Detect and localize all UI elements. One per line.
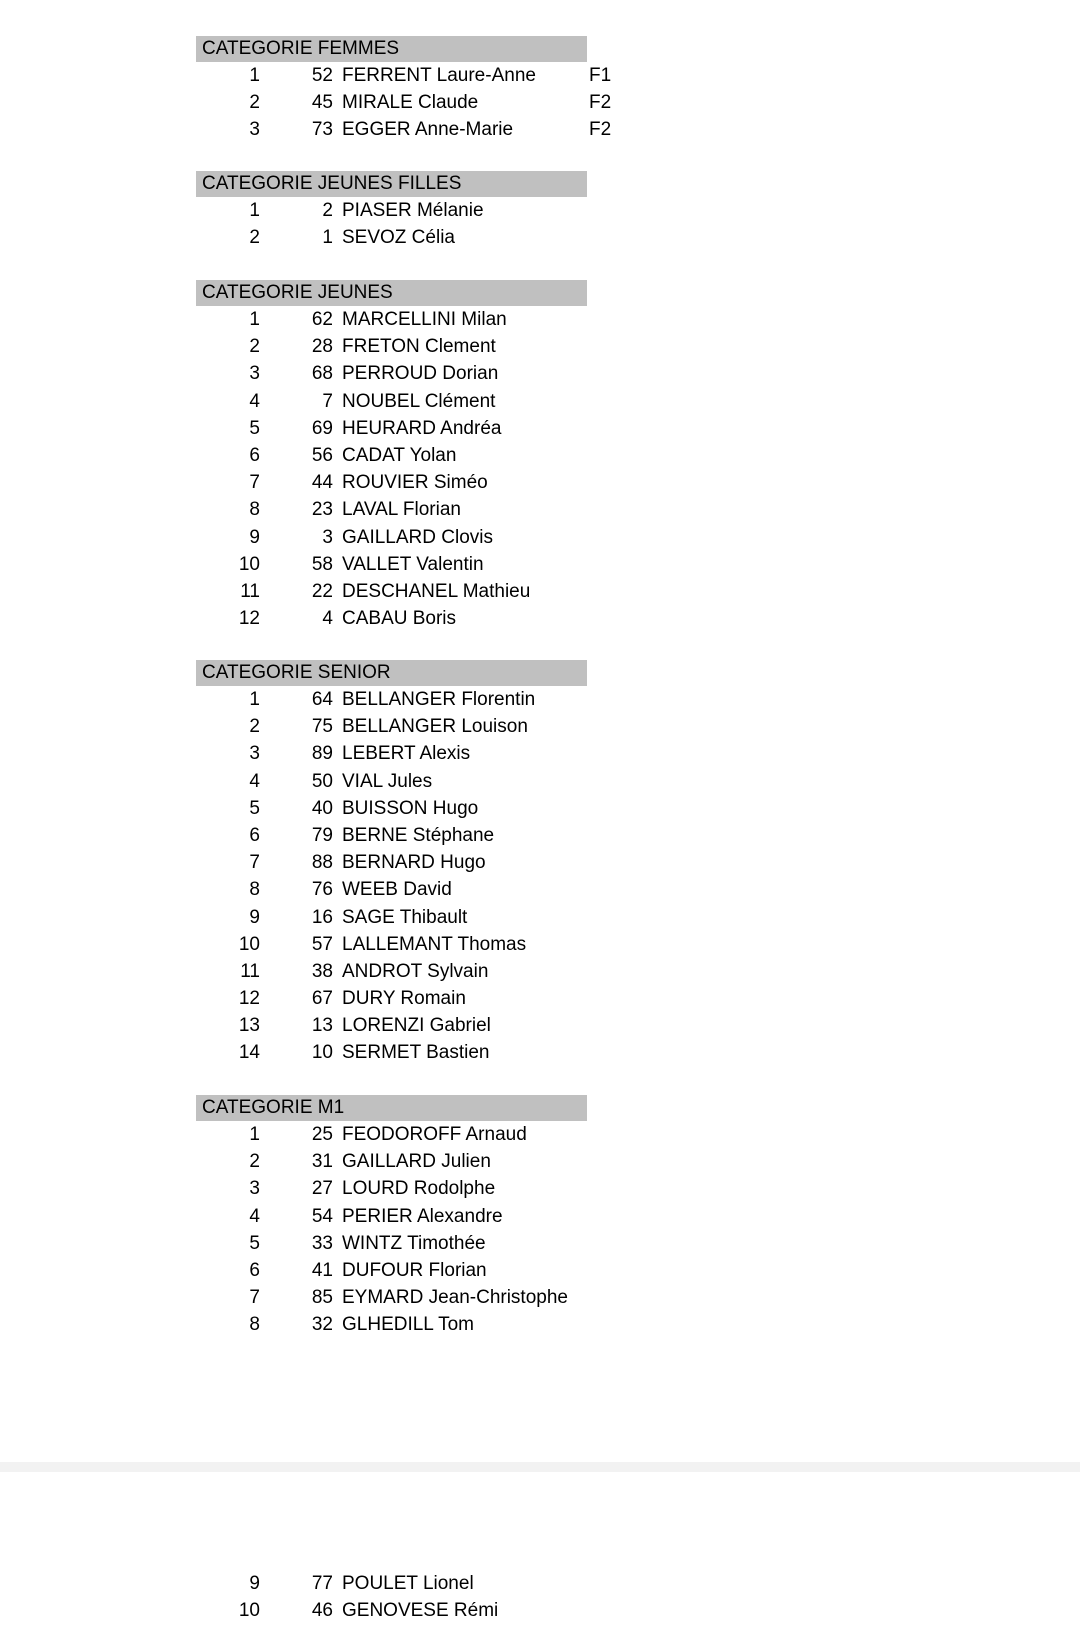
competitor-name: ROUVIER Siméo — [342, 472, 488, 494]
bib-number: 77 — [311, 1573, 333, 1594]
competitor-name: GAILLARD Julien — [342, 1151, 491, 1173]
rank: 11 — [240, 960, 260, 982]
bib-number: 38 — [311, 960, 333, 982]
result-row — [0, 116, 1080, 143]
category-m1-continued — [0, 1570, 1080, 1624]
bib-number: 40 — [311, 797, 333, 819]
result-row — [0, 306, 1080, 333]
competitor-name: DESCHANEL Mathieu — [342, 580, 531, 602]
rank: 4 — [249, 390, 260, 412]
result-row — [0, 496, 1080, 523]
bib-number: 46 — [311, 1600, 333, 1622]
rank: 2 — [249, 92, 260, 114]
bib-number: 32 — [311, 1314, 333, 1336]
result-row — [0, 1311, 1080, 1338]
competitor-name: BELLANGER Florentin — [342, 689, 536, 710]
page-separator — [0, 1462, 1080, 1472]
rank: 7 — [249, 1287, 260, 1309]
rank: 7 — [249, 852, 260, 874]
result-row — [0, 415, 1080, 442]
rank: 9 — [249, 526, 260, 548]
category-header: CATEGORIE FEMMES — [196, 36, 587, 62]
competitor-name: GLHEDILL Tom — [342, 1314, 474, 1336]
result-row — [0, 1121, 1080, 1148]
competitor-name: VALLET Valentin — [342, 553, 484, 575]
result-row — [0, 713, 1080, 740]
bib-number: 64 — [311, 689, 333, 710]
rank: 5 — [249, 1232, 260, 1254]
result-row — [0, 904, 1080, 931]
rank: 9 — [249, 1573, 260, 1594]
rank: 1 — [249, 1124, 260, 1145]
result-row — [0, 89, 1080, 116]
rank: 8 — [249, 1314, 260, 1336]
competitor-name: LALLEMANT Thomas — [342, 933, 527, 955]
result-row — [0, 524, 1080, 551]
rank: 3 — [249, 363, 260, 385]
competitor-name: PERROUD Dorian — [342, 363, 499, 385]
bib-number: 27 — [311, 1178, 333, 1200]
competitor-name: DUFOUR Florian — [342, 1259, 487, 1281]
bib-number: 41 — [311, 1259, 333, 1281]
bib-number: 45 — [311, 92, 333, 114]
category-femmes — [0, 36, 1080, 144]
competitor-name: GAILLARD Clovis — [342, 526, 493, 548]
competitor-name: FEODOROFF Arnaud — [342, 1124, 527, 1145]
result-row — [0, 1203, 1080, 1230]
bib-number: 22 — [311, 580, 333, 602]
rank: 13 — [238, 1015, 260, 1037]
result-row — [0, 1570, 1080, 1597]
page-2 — [0, 1472, 1080, 1640]
competitor-name: HEURARD Andréa — [342, 417, 502, 439]
bib-number: 44 — [311, 472, 333, 494]
rank: 6 — [249, 824, 260, 846]
result-row — [0, 876, 1080, 903]
bib-number: 69 — [311, 417, 333, 439]
result-row — [0, 822, 1080, 849]
category-code: F2 — [589, 119, 612, 141]
rank: 6 — [249, 444, 260, 466]
result-row — [0, 197, 1080, 224]
bib-number: 89 — [311, 743, 333, 765]
result-row — [0, 1597, 1080, 1624]
bib-number: 33 — [311, 1232, 333, 1254]
bib-number: 52 — [311, 65, 333, 86]
category-jeunes-filles — [0, 171, 1080, 251]
bib-number: 67 — [311, 988, 333, 1010]
competitor-name: LEBERT Alexis — [342, 743, 471, 765]
rank: 3 — [249, 1178, 260, 1200]
result-row — [0, 551, 1080, 578]
rank: 1 — [249, 689, 260, 710]
bib-number: 56 — [311, 444, 333, 466]
rank: 4 — [249, 770, 260, 792]
category-code: F2 — [589, 92, 612, 114]
result-row — [0, 62, 1080, 89]
rank: 4 — [249, 1205, 260, 1227]
category-header: CATEGORIE M1 — [196, 1095, 587, 1121]
rank: 1 — [249, 309, 260, 330]
result-row — [0, 849, 1080, 876]
rank: 12 — [238, 608, 260, 630]
rank: 8 — [249, 879, 260, 901]
result-row — [0, 1039, 1080, 1066]
result-row — [0, 1257, 1080, 1284]
result-row — [0, 985, 1080, 1012]
bib-number: 10 — [311, 1042, 333, 1064]
result-row — [0, 442, 1080, 469]
rank: 2 — [249, 716, 260, 738]
bib-number: 2 — [322, 200, 333, 221]
competitor-name: MIRALE Claude — [342, 92, 479, 114]
bib-number: 85 — [311, 1287, 333, 1309]
result-row — [0, 1284, 1080, 1311]
rank: 2 — [249, 336, 260, 358]
rank: 6 — [249, 1259, 260, 1281]
category-code: F1 — [589, 65, 612, 86]
competitor-name: FERRENT Laure-Anne — [342, 65, 536, 86]
competitor-name: EYMARD Jean-Christophe — [342, 1287, 568, 1309]
bib-number: 62 — [311, 309, 333, 330]
rank: 10 — [238, 933, 260, 955]
rank: 5 — [249, 417, 260, 439]
bib-number: 75 — [311, 716, 333, 738]
category-senior — [0, 660, 1080, 1067]
bib-number: 7 — [322, 390, 333, 412]
rank: 3 — [249, 743, 260, 765]
competitor-name: FRETON Clement — [342, 336, 496, 358]
result-row — [0, 686, 1080, 713]
result-row — [0, 931, 1080, 958]
bib-number: 76 — [311, 879, 333, 901]
rank: 10 — [238, 1600, 260, 1622]
competitor-name: LAVAL Florian — [342, 499, 461, 521]
competitor-name: POULET Lionel — [342, 1573, 474, 1594]
result-row — [0, 388, 1080, 415]
bib-number: 28 — [311, 336, 333, 358]
competitor-name: GENOVESE Rémi — [342, 1600, 499, 1622]
rank: 1 — [249, 200, 260, 221]
category-header: CATEGORIE SENIOR — [196, 660, 587, 686]
bib-number: 73 — [311, 119, 333, 141]
competitor-name: SEVOZ Célia — [342, 227, 455, 249]
bib-number: 23 — [311, 499, 333, 521]
bib-number: 68 — [311, 363, 333, 385]
competitor-name: SAGE Thibault — [342, 906, 468, 928]
competitor-name: ANDROT Sylvain — [342, 960, 489, 982]
competitor-name: NOUBEL Clément — [342, 390, 496, 412]
competitor-name: VIAL Jules — [342, 770, 433, 792]
rank: 2 — [249, 1151, 260, 1173]
competitor-name: WEEB David — [342, 879, 452, 901]
bib-number: 88 — [311, 852, 333, 874]
result-row — [0, 1148, 1080, 1175]
result-row — [0, 958, 1080, 985]
competitor-name: BUISSON Hugo — [342, 797, 479, 819]
competitor-name: SERMET Bastien — [342, 1042, 490, 1064]
rank: 3 — [249, 119, 260, 141]
competitor-name: BERNE Stéphane — [342, 824, 495, 846]
competitor-name: BERNARD Hugo — [342, 852, 486, 874]
competitor-name: CADAT Yolan — [342, 444, 457, 466]
bib-number: 1 — [322, 227, 333, 249]
category-m1 — [0, 1095, 1080, 1339]
bib-number: 31 — [311, 1151, 333, 1173]
competitor-name: EGGER Anne-Marie — [342, 119, 514, 141]
competitor-name: BELLANGER Louison — [342, 716, 528, 738]
competitor-name: PIASER Mélanie — [342, 200, 484, 221]
category-jeunes — [0, 280, 1080, 632]
result-row — [0, 333, 1080, 360]
competitor-name: DURY Romain — [342, 988, 466, 1010]
rank: 12 — [238, 988, 260, 1010]
competitor-name: WINTZ Timothée — [342, 1232, 486, 1254]
result-row — [0, 469, 1080, 496]
category-header: CATEGORIE JEUNES — [196, 280, 587, 306]
rank: 10 — [238, 553, 260, 575]
rank: 11 — [240, 580, 260, 602]
bib-number: 54 — [311, 1205, 333, 1227]
result-row — [0, 578, 1080, 605]
competitor-name: MARCELLINI Milan — [342, 309, 507, 330]
bib-number: 4 — [322, 608, 333, 630]
rank: 1 — [249, 65, 260, 86]
result-row — [0, 360, 1080, 387]
rank: 5 — [249, 797, 260, 819]
bib-number: 50 — [311, 770, 333, 792]
competitor-name: CABAU Boris — [342, 608, 457, 630]
result-row — [0, 795, 1080, 822]
competitor-name: LOURD Rodolphe — [342, 1178, 496, 1200]
bib-number: 13 — [311, 1015, 333, 1037]
rank: 14 — [238, 1042, 260, 1064]
rank: 8 — [249, 499, 260, 521]
result-row — [0, 1012, 1080, 1039]
bib-number: 16 — [311, 906, 333, 928]
bib-number: 3 — [322, 526, 333, 548]
rank: 2 — [249, 227, 260, 249]
result-row — [0, 605, 1080, 632]
result-row — [0, 224, 1080, 251]
rank: 9 — [249, 906, 260, 928]
result-row — [0, 740, 1080, 767]
category-header: CATEGORIE JEUNES FILLES — [196, 171, 587, 197]
result-row — [0, 768, 1080, 795]
bib-number: 58 — [311, 553, 333, 575]
result-row — [0, 1175, 1080, 1202]
competitor-name: LORENZI Gabriel — [342, 1015, 491, 1037]
bib-number: 25 — [311, 1124, 333, 1145]
result-row — [0, 1230, 1080, 1257]
rank: 7 — [249, 472, 260, 494]
bib-number: 57 — [311, 933, 333, 955]
bib-number: 79 — [311, 824, 333, 846]
competitor-name: PERIER Alexandre — [342, 1205, 503, 1227]
